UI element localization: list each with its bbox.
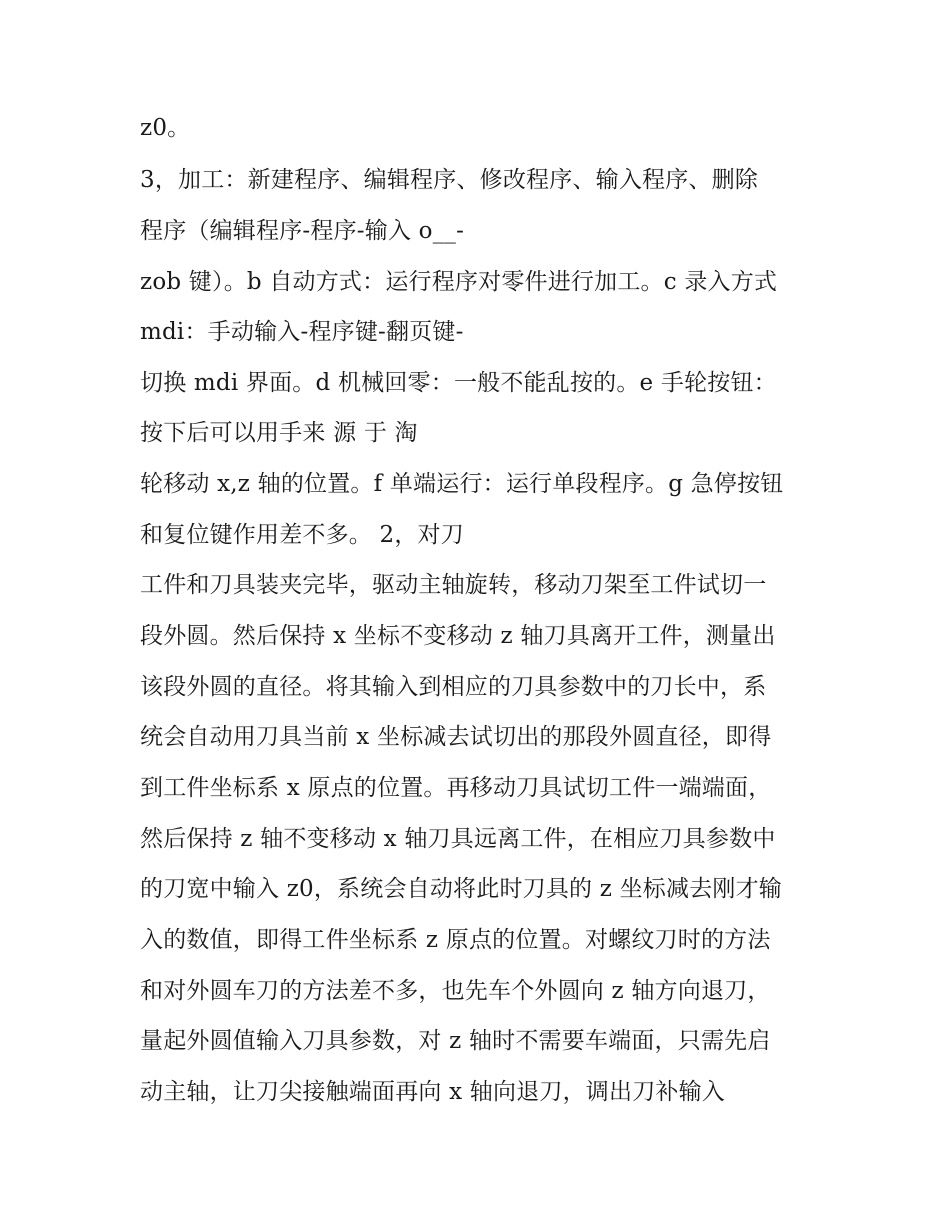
text-line: 程序（编辑程序-程序-输入 o__- — [140, 218, 465, 244]
text-line: 量起外圆值输入刀具参数，对 z 轴时不需要车端面，只需先启 — [140, 1028, 771, 1054]
text-line: 的刀宽中输入 z0，系统会自动将此时刀具的 z 坐标减去刚才输 — [140, 876, 783, 902]
text-line: zob 键）。b 自动方式：运行程序对零件进行加工。c 录入方式 — [140, 269, 778, 295]
text-line: 该段外圆的直径。将其输入到相应的刀具参数中的刀长中，系 — [140, 674, 767, 700]
text-line: z0。 — [140, 115, 191, 141]
text-line: 工件和刀具装夹完毕，驱动主轴旋转，移动刀架至工件试切一 — [140, 572, 767, 598]
text-line: 段外圆。然后保持 x 坐标不变移动 z 轴刀具离开工件，测量出 — [140, 623, 776, 649]
text-line: mdi：手动输入-程序键-翻页键- — [140, 319, 464, 345]
text-line: 和复位键作用差不多。 2，对刀 — [140, 522, 464, 548]
text-line: 入的数值，即得工件坐标系 z 原点的位置。对螺纹刀时的方法 — [140, 927, 771, 953]
text-line: 然后保持 z 轴不变移动 x 轴刀具远离工件，在相应刀具参数中 — [140, 826, 776, 852]
text-line: 切换 mdi 界面。d 机械回零：一般不能乱按的。e 手轮按钮： — [140, 370, 777, 396]
text-line: 动主轴，让刀尖接触端面再向 x 轴向退刀，调出刀补输入 — [140, 1079, 725, 1105]
text-line: 到工件坐标系 x 原点的位置。再移动刀具试切工件一端端面， — [140, 775, 772, 801]
text-line: 按下后可以用手来 源 于 淘 — [140, 420, 418, 446]
text-line: 和对外圆车刀的方法差不多，也先车个外圆向 z 轴方向退刀， — [140, 978, 771, 1004]
text-line: 统会自动用刀具当前 x 坐标减去试切出的那段外圆直径，即得 — [140, 724, 772, 750]
text-line: 轮移动 x,z 轴的位置。f 单端运行：运行单段程序。g 急停按钮 — [140, 471, 784, 497]
text-line: 3，加工：新建程序、编辑程序、修改程序、输入程序、删除 — [140, 167, 759, 193]
